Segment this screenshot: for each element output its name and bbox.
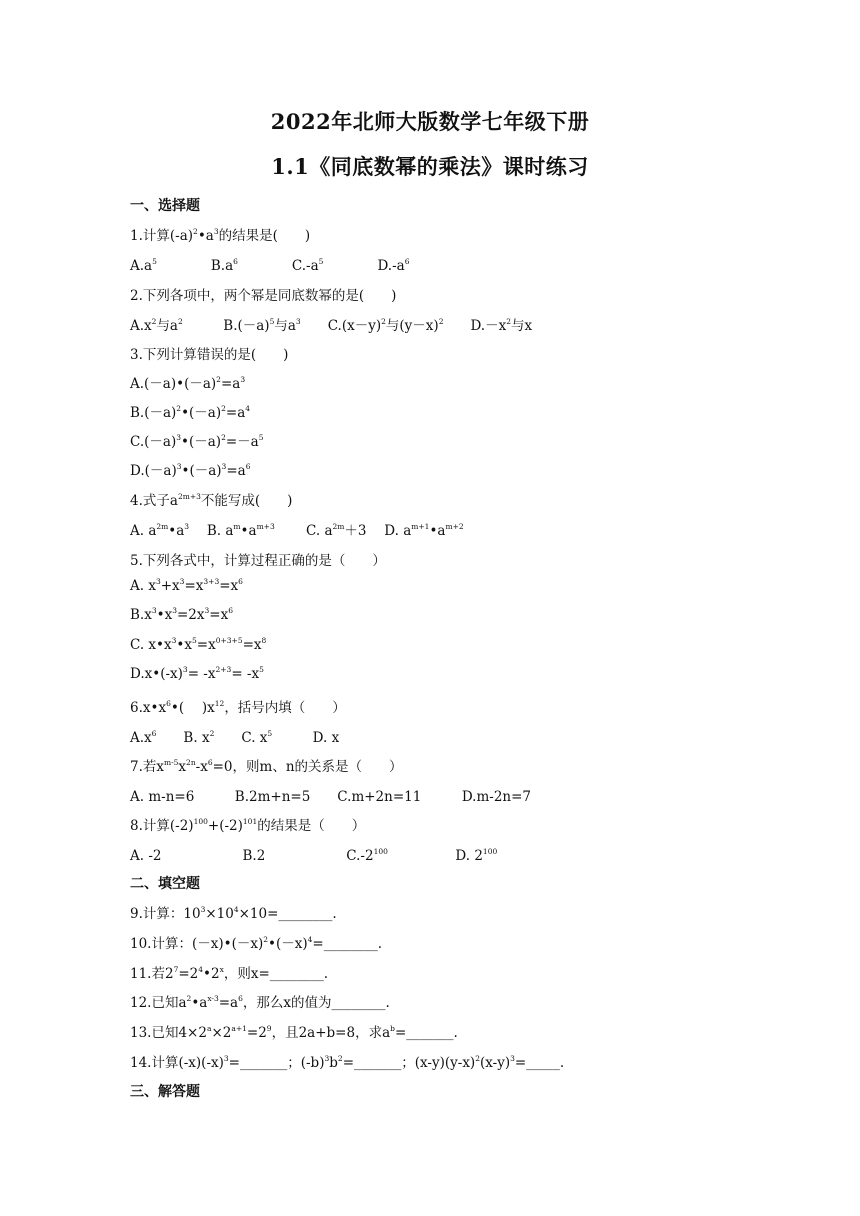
exponent: 4 [233,905,239,914]
exponent: 2 [221,433,226,442]
exponent: 100 [373,847,388,856]
question-8: 8.计算$(-2)^{100}+(-2)^{101}$的结果是（ ） [130,817,366,834]
question-1: 1.计算$(‑a)^2•a^3$的结果是( ) [130,227,311,244]
exponent: 3 [184,522,190,531]
question-5-option-a: A. $x^3+x^3=x^{3+3}=x^6$ [130,577,243,594]
exponent: 3 [223,1054,229,1063]
exponent: 7 [173,965,179,974]
question-6-options: $A.x^6$ B. $x^2$ C. $x^5$ D. x [130,729,340,746]
exponent: x [219,965,224,974]
exponent: m+3 [256,522,275,531]
question-11: 11.若$2^7=2^4•2^x$，则x=________. [130,965,329,982]
exponent: 3 [176,462,182,471]
exponent: 6 [233,257,238,266]
exponent: b [390,1024,395,1033]
section-heading-fill: 二、填空题 [130,876,200,892]
section-heading-choice: 一、选择题 [130,198,200,214]
section-heading-solve: 三、解答题 [130,1084,200,1100]
exponent: 6 [207,758,213,767]
question-9: 9.计算：$10^3\times 10^4\times 10=\_\_\_\_\_\_\_\_$. [130,905,337,922]
exponent: 2 [337,1054,343,1063]
question-5: 5.下列各式中，计算过程正确的是（ ） [130,553,386,569]
exponent: 2 [221,404,226,413]
exponent: 8 [261,636,267,645]
question-5-option-c: C. $x•x^3•x^5=x^{0+3+5}=x^8$ [130,636,267,653]
question-5-option-b: $B.x^3•x^3=2x^3=x^6$ [130,606,233,623]
exponent: m-5 [164,758,179,767]
exponent: 3 [176,433,182,442]
question-7: 7.若$x^{m-5}x^{2n}-x^6=0$，则m、n的关系是（ ） [130,758,403,775]
exponent: 5 [269,317,275,326]
exponent: 6 [238,994,243,1003]
exponent: 5 [318,257,324,266]
exponent: 3 [172,606,177,615]
exponent: 0+3+5 [215,636,243,645]
exponent: 6 [404,257,410,266]
exponent: 3 [221,462,227,471]
question-13: 13.已知$4\times 2^a\times 2^{a+1}=2^9$，且2a+b=8，求$a^b=\_\_\_\_\_\_\_$. [130,1024,458,1041]
exponent: 9 [266,1024,272,1033]
question-1-options: $A.a^5$ $B.a^6$ $C.‑a^5$ $D.‑a^6$ [130,257,410,274]
exponent: m+1 [411,522,430,531]
exponent: 5 [267,729,273,738]
exponent: a+1 [231,1024,247,1033]
exponent: 4 [245,404,251,413]
exponent: 2 [475,1054,480,1063]
question-3-option-d: $D.(-a)^3•(-a)^3=a^6$ [130,462,251,479]
exponent: 2 [438,317,444,326]
exponent: 5 [258,433,264,442]
exponent: 3 [510,1054,515,1063]
exponent: 3 [295,317,301,326]
question-4-options: A. $a^{2m}•a^3$ B. $a^m•a^{m+3}$ C. $a^{2m}+3$ D. $a^{m+1}•a^{m+2}$ [130,522,464,539]
question-3-option-b: $B.(-a)^2•(-a)^2=a^4$ [130,404,251,421]
exponent: 100 [482,847,498,856]
exponent: a [206,1024,212,1033]
exponent: 12 [214,699,225,708]
exponent: 5 [152,257,157,266]
exponent: 3 [182,665,188,674]
exponent: 2 [178,317,183,326]
exponent: 2+3 [215,665,232,674]
exponent: 2 [151,317,157,326]
exponent: 6 [166,699,171,708]
exponent: 3 [151,606,157,615]
exponent: 3 [155,577,161,586]
question-5-option-d: $D.x•(-x)^3= -x^{2+3}= -x^5$ [130,665,264,682]
exponent: 3 [324,1054,330,1063]
exponent: 2m+3 [177,492,201,501]
exponent: 2m [156,522,169,531]
exponent: 5 [191,636,197,645]
question-6: $6.x•x^6•$( )$x^{12}$，括号内填（ ） [130,699,346,716]
exponent: 3 [200,905,206,914]
question-12: 12.已知$a^2•a^{x-3}=a^6$，那么x的值为________. [130,994,390,1011]
exponent: 2 [209,729,215,738]
question-3-option-c: $C.(-a)^3•(-a)^2=-a^5$ [130,433,264,450]
exponent: 5 [259,665,264,674]
question-3: 3.下列计算错误的是( ) [130,347,289,363]
exponent: 2 [186,994,192,1003]
question-14: 14.计算$(-x)(-x)^3=\_\_\_\_\_\_\_$；$(-b)^3b^2=\_\_\_\_\_\_\_$；$(x-y)(y-x)^2(x-y)^3=\_\_\_\_\_$. [130,1054,565,1071]
title-line-1: 2022年北师大版数学七年级下册 [270,109,590,134]
exponent: 2m [332,522,345,531]
exponent: 3 [179,577,185,586]
exponent: 2 [216,375,221,384]
exponent: 2 [381,317,386,326]
exponent: 3+3 [203,577,220,586]
exponent: 2n [186,758,196,767]
question-2: 2.下列各项中，两个幂是同底数幂的是( ) [130,288,397,304]
exponent: 3 [213,227,219,236]
question-7-options: A. m-n=6 B.2m+n=5 C.m+2n=11 D.m-2n=7 [130,789,532,805]
question-4: 4.式子$a^{2m+3}$不能写成( ) [130,492,293,509]
exponent: 4 [198,965,204,974]
title-line-2: 1.1《同底数幂的乘法》课时练习 [271,154,589,179]
exponent: 3 [171,636,177,645]
question-8-options: A. -2 B.2 $C.-2^{100}$ D. $2^{100}$ [130,847,498,864]
exponent: x-3 [207,994,219,1003]
exponent: 6 [238,577,243,586]
question-2-options: $A.x^2$与$a^2$ $B.(-a)^5$与$a^3$ $C.(x-y)^2$与$(y-x)^2$ $D.-x^2$与x [130,317,533,334]
exponent: 2 [263,935,269,944]
exponent: m+2 [445,522,464,531]
exponent: 6 [228,606,233,615]
exponent: 2 [506,317,511,326]
exponent: 100 [193,817,208,826]
exponent: 101 [242,817,258,826]
exponent: m [233,522,241,531]
exponent: 3 [204,606,210,615]
exponent: 6 [151,729,157,738]
exponent: 2 [176,404,182,413]
exponent: 4 [307,935,313,944]
exponent: 2 [193,227,198,236]
question-3-option-a: $A.(-a)•(-a)^2=a^3$ [130,375,246,392]
exponent: 6 [245,462,251,471]
question-10: 10.计算：$(-x)•(-x)^2•(-x)^4=\_\_\_\_\_\_\_\_$. [130,935,383,952]
exponent: 3 [240,375,246,384]
